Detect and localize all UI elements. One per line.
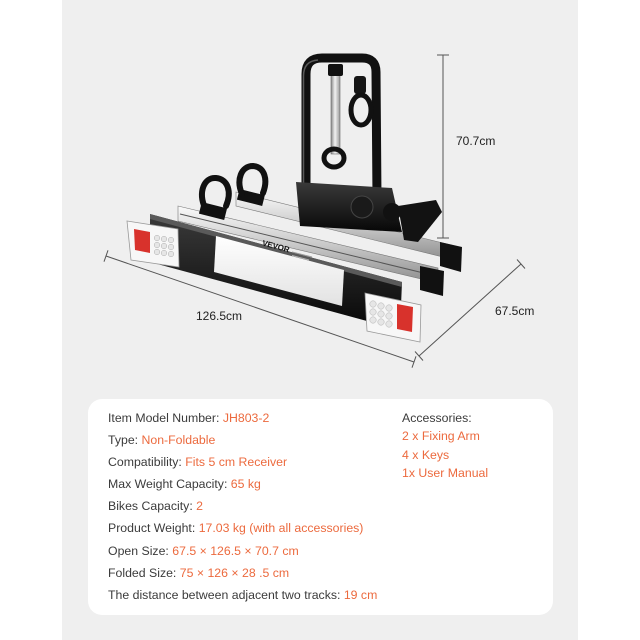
spec-label: Max Weight Capacity: (108, 477, 228, 492)
tail-light-right (365, 293, 421, 342)
spec-value: 75 × 126 × 28 .5 cm (179, 565, 290, 580)
spec-value: 2 (196, 499, 204, 514)
light-lenses (370, 301, 392, 327)
accessory-item-user-manual: 1x User Manual (402, 465, 489, 480)
light-lenses (154, 235, 174, 257)
fixing-arm-clamp-upper (351, 95, 371, 125)
height-dimension-label: 70.7cm (456, 134, 496, 148)
spec-label: Product Weight: (108, 521, 196, 536)
frame-tube (306, 58, 377, 198)
spec-value: 65 kg (230, 477, 261, 492)
tray-end-cap (440, 242, 462, 272)
red-reflector (397, 304, 413, 332)
vertical-frame (304, 58, 378, 198)
tail-light-left (127, 221, 179, 267)
spec-row-open-size (108, 540, 377, 562)
spec-value: Fits 5 cm Receiver (185, 455, 288, 470)
wheel-holder-front (199, 178, 229, 220)
spec-value: JH803-2 (222, 411, 270, 425)
spec-value: 17.03 kg (with all accessories) (198, 521, 364, 536)
spec-row-type (108, 429, 377, 451)
spec-label: Compatibility: (108, 455, 182, 470)
spec-value: Non-Foldable (141, 433, 216, 448)
spec-row-track-distance (108, 584, 377, 606)
spec-label: Open Size: (108, 543, 169, 558)
tray-end-cap (420, 266, 444, 296)
spec-label: Bikes Capacity: (108, 499, 193, 514)
holder-strap (202, 178, 229, 208)
red-reflector (134, 229, 150, 253)
coupling-lock (383, 203, 401, 221)
spec-row-compatibility (108, 451, 377, 473)
spec-card (88, 399, 553, 615)
coupling-lever (398, 200, 442, 242)
holder-strap (239, 166, 265, 194)
fixing-arm-cap (328, 64, 343, 76)
depth-dimension-label: 67.5cm (495, 304, 535, 318)
spec-label: The distance between adjacent two tracks: (108, 587, 341, 602)
spec-label: Type: (108, 433, 139, 448)
spec-row-bikes-capacity (108, 495, 377, 517)
spec-label: Item Model Number: (108, 411, 220, 425)
spec-row-item-model-number (108, 407, 377, 429)
accessory-item-fixing-arm: 2 x Fixing Arm (402, 429, 480, 444)
spec-list (108, 407, 377, 606)
length-dimension-label: 126.5cm (196, 309, 243, 323)
spec-row-max-weight-capacity (108, 473, 377, 495)
spec-label: Folded Size: (108, 565, 177, 580)
spec-row-folded-size (108, 562, 377, 584)
accessories-title: Accessories: (402, 411, 472, 425)
fixing-arm-knob (354, 76, 366, 94)
spec-row-product-weight (108, 517, 377, 539)
accessory-item-keys: 4 x Keys (402, 447, 450, 462)
fixing-arm-tube (331, 74, 340, 154)
wheel-holder-rear (237, 166, 265, 206)
accessories-list (402, 409, 488, 482)
coupling-knob (351, 196, 373, 218)
spec-value: 67.5 × 126.5 × 70.7 cm (172, 543, 299, 558)
brand-logo: VEVOR (261, 238, 291, 255)
spec-value: 19 cm (343, 587, 378, 602)
